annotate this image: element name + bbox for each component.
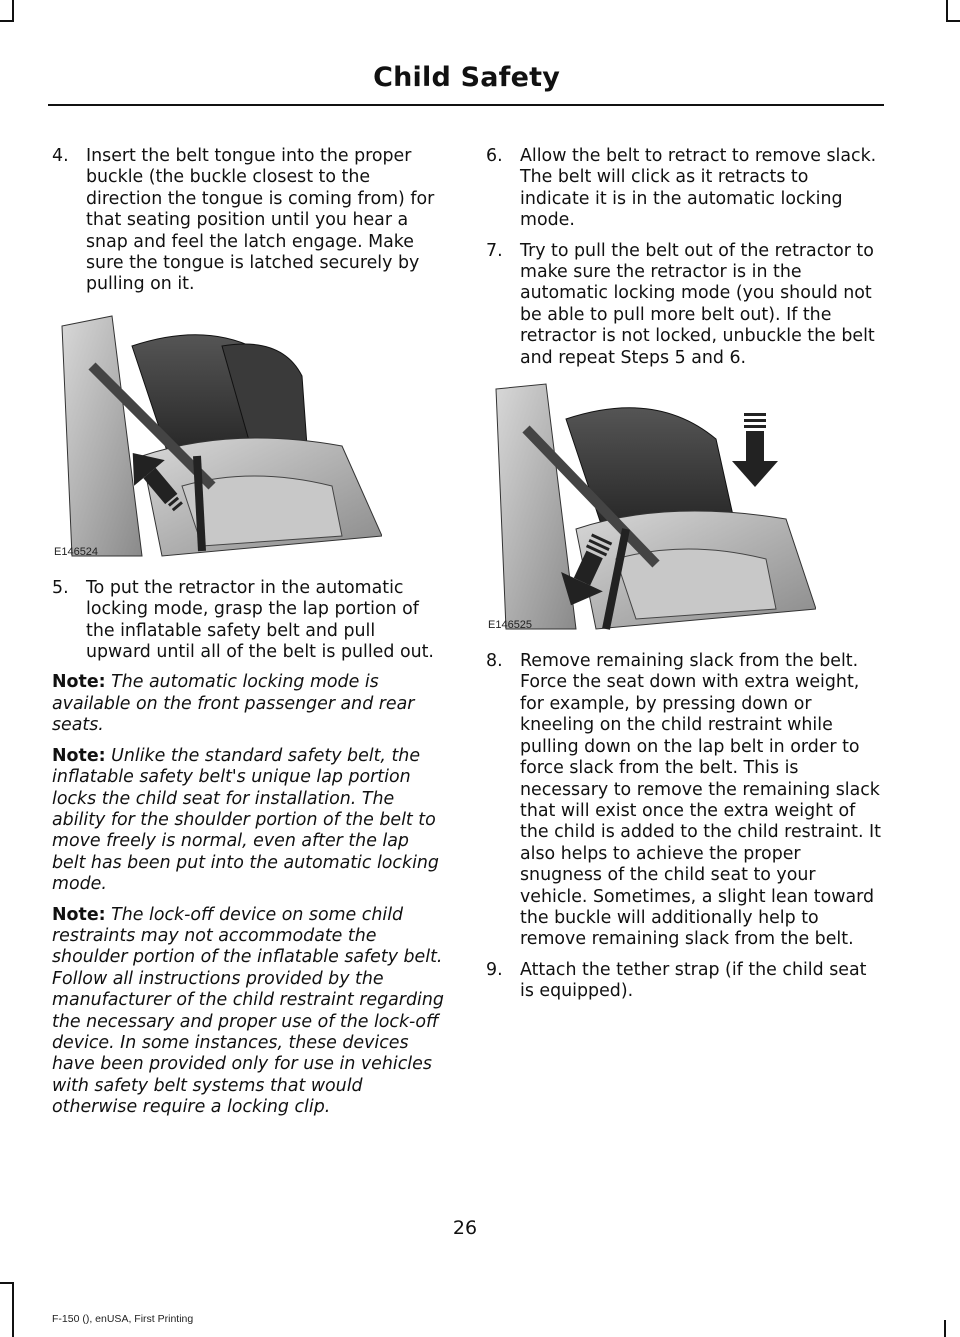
step-5 (52, 578, 444, 664)
step-text: Allow the belt to retract to remove slack. The belt will click as it retracts to indicate it is in the automatic locking mode. (520, 146, 877, 231)
page-number: 26 (452, 1217, 478, 1239)
crop-mark (12, 1282, 14, 1337)
note-label: Note: (52, 745, 106, 766)
note-text: The lock-off device on some child restraints may not accommodate the shoulder portion of the inflatable safety belt. Follow all instructions provided by the manufacturer of the child restraint regarding the necessary and proper use of the lock-off device. In some instances, these devices have been provided only for use in vehicles with safety belt systems that would otherwise require a locking clip. (52, 904, 444, 1118)
note-label: Note: (52, 672, 106, 693)
step-9 (486, 960, 882, 1003)
step-number: 9. (486, 959, 503, 980)
page-title: Child Safety (373, 62, 560, 93)
figure-child-seat-force-down (486, 379, 882, 633)
crop-mark (0, 20, 14, 22)
footer-text: F-150 (), enUSA, First Printing (52, 1313, 194, 1325)
step-text: Remove remaining slack from the belt. Force the seat down with extra weight, for example, by pressing down or kneeling on the child restraint while pulling down on the lap belt in order to force slack from the belt. This is necessary to remove the remaining slack that will exist once the extra weight of the child is added to the child restraint. It also helps to achieve the proper snugness of the child seat to your vehicle. Sometimes, a slight lean toward the buckle will additionally help to remove remaining slack from the belt. (520, 651, 881, 950)
step-number: 6. (486, 146, 503, 166)
child-seat-illustration (52, 306, 382, 560)
step-4 (52, 146, 444, 296)
crop-mark (946, 0, 948, 22)
crop-mark (944, 1320, 946, 1337)
left-column (52, 146, 444, 1128)
step-text: Insert the belt tongue into the proper buckle (the buckle closest to the direction the tongue is coming from) for that seating position until you hear a snap and feel the latch engage. Make sure the tongue is latched securely by pulling on it. (86, 146, 435, 295)
crop-mark (12, 0, 14, 22)
crop-mark (0, 1282, 14, 1284)
note-text: The automatic locking mode is available on the front passenger and rear seats. (52, 672, 415, 736)
note-1 (52, 672, 444, 736)
figure-code: E146525 (488, 619, 533, 632)
child-seat-illustration (486, 379, 816, 633)
note-text: Unlike the standard safety belt, the inflatable safety belt's unique lap portion locks the child seat for installation. The ability for the shoulder portion of the belt to move freely is normal, even after the lap belt has been put into the automatic locking mode. (52, 745, 439, 895)
note-2 (52, 746, 444, 896)
step-number: 7. (486, 240, 503, 261)
step-6 (486, 146, 882, 232)
crop-mark (946, 20, 960, 22)
step-number: 5. (52, 577, 69, 598)
step-7 (486, 241, 882, 369)
step-text: Attach the tether strap (if the child seat is equipped). (520, 959, 867, 1002)
arrow-down-icon (732, 413, 778, 487)
note-label: Note: (52, 904, 106, 925)
step-text: Try to pull the belt out of the retractor to make sure the retractor is in the automatic locking mode (you should not be able to pull more belt out). If the retractor is not locked, unbuckle the belt and repeat Steps 5 and 6. (520, 240, 875, 368)
figure-child-seat-buckle (52, 306, 444, 560)
step-text: To put the retractor in the automatic locking mode, grasp the lap portion of the inflatable safety belt and pull upward until all of the belt is pulled out. (86, 577, 434, 663)
header-rule (48, 104, 884, 106)
right-column (486, 146, 882, 1012)
note-3 (52, 905, 444, 1119)
step-8 (486, 651, 882, 951)
step-number: 4. (52, 146, 69, 166)
step-number: 8. (486, 651, 503, 672)
figure-code: E146524 (54, 545, 99, 558)
